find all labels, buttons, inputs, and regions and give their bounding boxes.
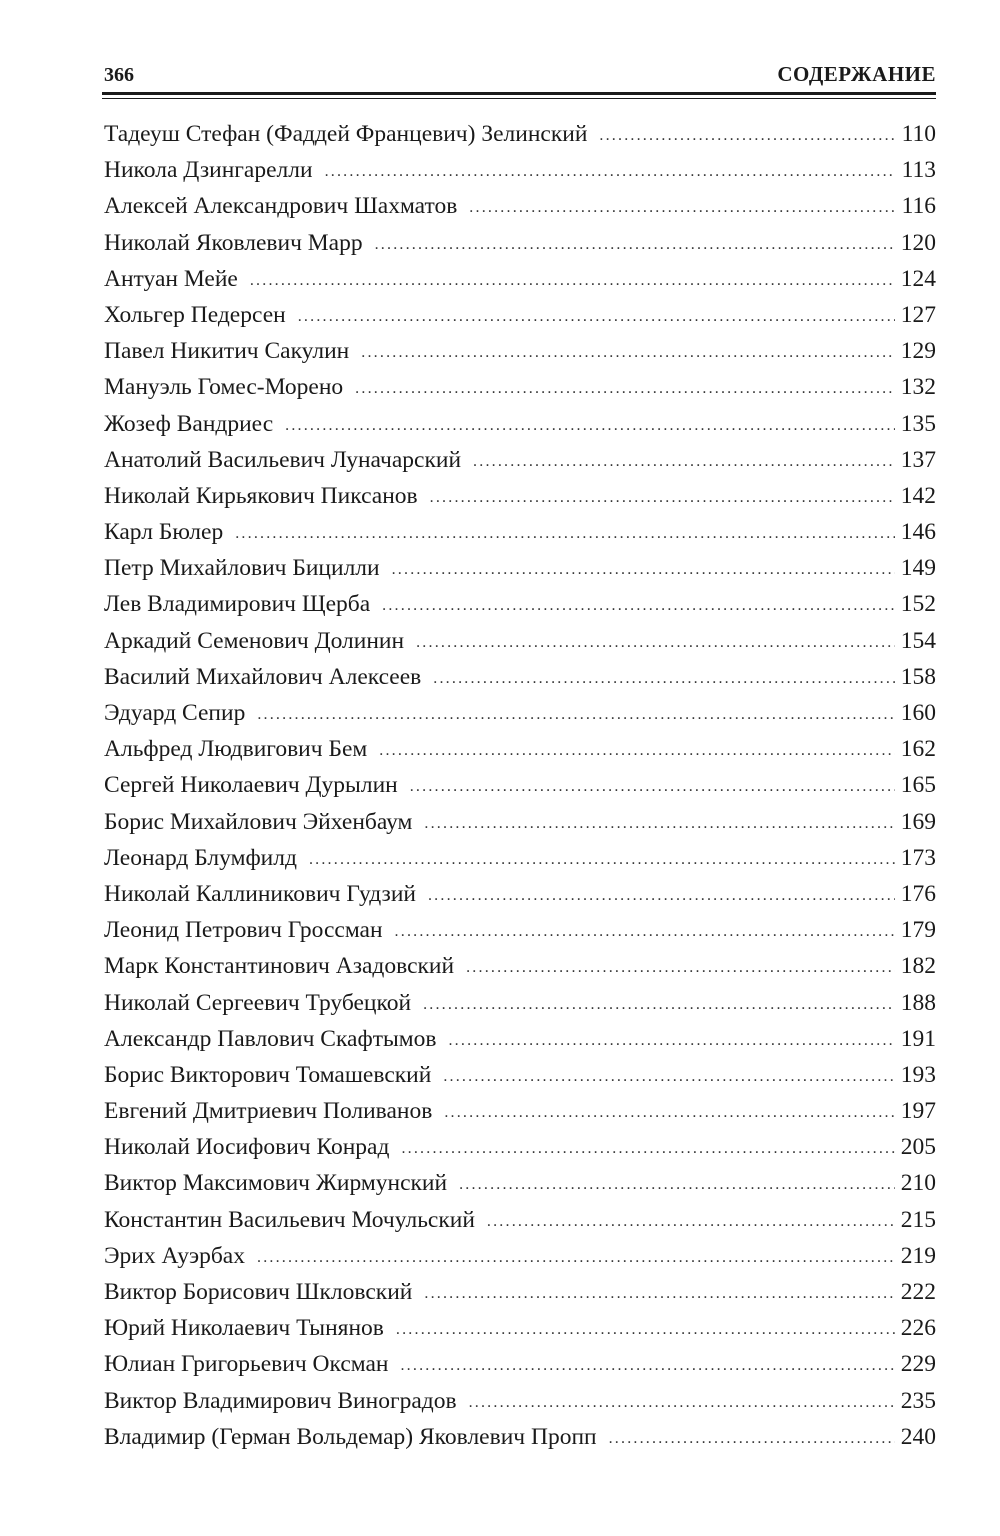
toc-entry-page: 229 [900, 1351, 936, 1378]
toc-entry-title: Карл Бюлер [104, 519, 224, 546]
toc-entry-title: Константин Васильевич Мочульский [104, 1206, 475, 1233]
toc-entry [104, 1129, 936, 1165]
toc-entry-page: 182 [900, 953, 936, 980]
header-rule-thick [102, 92, 936, 95]
toc-entry [104, 1346, 936, 1382]
dot-leader [400, 1348, 894, 1384]
dot-leader [396, 1312, 895, 1348]
toc-entry [104, 1383, 936, 1419]
toc-entry-title: Алексей Александрович Шахматов [104, 193, 458, 220]
dot-leader [487, 1204, 895, 1240]
toc-entry [104, 152, 936, 188]
toc-entry-page: 222 [900, 1279, 936, 1305]
toc-entry [104, 586, 936, 622]
toc-entry-page: 110 [901, 121, 936, 147]
toc-entry [104, 1274, 936, 1310]
toc-entry [104, 659, 936, 695]
toc-entry-title: Борис Михайлович Эйхенбаум [104, 808, 413, 835]
toc-entry [104, 731, 936, 767]
dot-leader [361, 335, 894, 371]
toc-entry-title: Николай Кирьякович Пиксанов [104, 482, 418, 509]
toc-entry-page: 240 [900, 1423, 936, 1450]
toc-entry-title: Николай Яковлевич Марр [104, 229, 363, 256]
dot-leader [379, 733, 895, 769]
toc-entry-page: 116 [901, 193, 936, 220]
toc-entry-page: 205 [900, 1134, 936, 1161]
dot-leader [325, 154, 896, 190]
dot-leader [235, 516, 895, 552]
toc-entry-title: Виктор Борисович Шкловский [104, 1279, 413, 1305]
toc-entry-page: 152 [900, 591, 936, 618]
toc-entry-page: 160 [900, 700, 936, 726]
toc-entry-title: Тадеуш Стефан (Фаддей Францевич) Зелинский [104, 121, 588, 147]
toc-entry-title: Василий Михайлович Алексеев [104, 663, 422, 690]
toc-entry-page: 158 [900, 663, 936, 690]
toc-entry-page: 129 [900, 338, 936, 365]
running-head: СОДЕРЖАНИЕ [777, 62, 936, 86]
toc-entry-title: Альфред Людвигович Бем [104, 736, 368, 763]
dot-leader [375, 227, 895, 263]
toc-entry-title: Анатолий Васильевич Луначарский [104, 446, 462, 473]
dot-leader [466, 950, 895, 986]
dot-leader [599, 118, 895, 154]
table-of-contents [104, 116, 936, 1455]
toc-entry-page: 215 [900, 1206, 936, 1233]
toc-entry [104, 876, 936, 912]
dot-leader [309, 842, 895, 878]
toc-entry [104, 1165, 936, 1201]
dot-leader [430, 480, 895, 516]
toc-entry [104, 333, 936, 369]
toc-entry [104, 1419, 936, 1455]
toc-entry-page: 235 [900, 1387, 936, 1414]
dot-leader [298, 299, 895, 335]
page-header [104, 62, 936, 90]
toc-entry [104, 297, 936, 333]
toc-entry [104, 804, 936, 840]
toc-entry-page: 154 [900, 627, 936, 654]
toc-entry-page: 226 [900, 1315, 936, 1342]
toc-entry-page: 113 [901, 157, 936, 184]
dot-leader [257, 1240, 895, 1276]
toc-entry [104, 912, 936, 948]
toc-entry-title: Борис Викторович Томашевский [104, 1061, 432, 1088]
toc-entry [104, 1310, 936, 1346]
toc-entry-title: Юлиан Григорьевич Оксман [104, 1351, 389, 1378]
toc-entry-page: 210 [900, 1170, 936, 1197]
dot-leader [395, 914, 895, 950]
toc-entry-page: 137 [900, 446, 936, 473]
toc-entry [104, 1021, 936, 1057]
toc-entry [104, 767, 936, 803]
toc-entry-page: 176 [900, 880, 936, 907]
toc-entry-title: Антуан Мейе [104, 265, 238, 292]
toc-entry-title: Эрих Ауэрбах [104, 1242, 245, 1269]
page-number: 366 [104, 64, 134, 86]
toc-entry-title: Марк Константинович Азадовский [104, 953, 455, 980]
dot-leader [401, 1131, 894, 1167]
dot-leader [355, 371, 895, 407]
dot-leader [459, 1167, 895, 1203]
toc-entry-title: Хольгер Педерсен [104, 301, 286, 328]
toc-entry [104, 948, 936, 984]
toc-entry-page: 165 [900, 772, 936, 799]
dot-leader [382, 588, 895, 624]
toc-entry-page: 142 [900, 482, 936, 509]
toc-entry [104, 406, 936, 442]
dot-leader [433, 661, 894, 697]
dot-leader [448, 1023, 894, 1059]
dot-leader [469, 1385, 895, 1421]
dot-leader [609, 1421, 895, 1457]
toc-entry-page: 179 [900, 917, 936, 944]
dot-leader [444, 1095, 894, 1131]
toc-entry-page: 188 [900, 989, 936, 1016]
dot-leader [250, 263, 895, 299]
toc-entry-page: 169 [900, 808, 936, 835]
dot-leader [285, 408, 895, 444]
toc-entry-title: Эдуард Сепир [104, 700, 246, 726]
dot-leader [410, 769, 895, 805]
header-rule-thin [102, 98, 936, 99]
dot-leader [424, 1276, 894, 1312]
toc-entry-title: Николай Каллиникович Гудзий [104, 880, 416, 907]
dot-leader [443, 1059, 894, 1095]
toc-entry-title: Евгений Дмитриевич Поливанов [104, 1098, 433, 1125]
dot-leader [424, 806, 894, 842]
toc-entry [104, 188, 936, 224]
toc-entry-title: Павел Никитич Сакулин [104, 338, 350, 365]
toc-entry-title: Александр Павлович Скафтымов [104, 1025, 437, 1052]
toc-entry-page: 149 [900, 555, 936, 582]
toc-entry-page: 197 [900, 1098, 936, 1125]
toc-entry-title: Виктор Максимович Жирмунский [104, 1170, 448, 1197]
toc-entry-page: 135 [900, 410, 936, 437]
toc-entry-title: Мануэль Гомес-Морено [104, 374, 344, 401]
dot-leader [428, 878, 895, 914]
toc-entry-title: Виктор Владимирович Виноградов [104, 1387, 457, 1414]
toc-entry-page: 124 [900, 265, 936, 292]
toc-entry-page: 173 [900, 844, 936, 871]
toc-entry [104, 550, 936, 586]
toc-entry-title: Юрий Николаевич Тынянов [104, 1315, 384, 1342]
toc-entry-title: Лев Владимирович Щерба [104, 591, 371, 618]
toc-entry [104, 623, 936, 659]
toc-entry [104, 369, 936, 405]
toc-entry-title: Аркадий Семенович Долинин [104, 627, 405, 654]
dot-leader [423, 987, 895, 1023]
dot-leader [392, 552, 895, 588]
toc-entry-page: 132 [900, 374, 936, 401]
toc-entry-title: Сергей Николаевич Дурылин [104, 772, 398, 799]
toc-entry [104, 478, 936, 514]
toc-entry [104, 695, 936, 731]
dot-leader [473, 444, 895, 480]
toc-entry-title: Леонид Петрович Гроссман [104, 917, 383, 944]
toc-entry [104, 225, 936, 261]
toc-entry [104, 840, 936, 876]
dot-leader [416, 625, 895, 661]
toc-entry-page: 127 [900, 301, 936, 328]
toc-entry [104, 1057, 936, 1093]
toc-entry-page: 193 [900, 1061, 936, 1088]
toc-entry-title: Никола Дзингарелли [104, 157, 313, 184]
toc-entry [104, 1202, 936, 1238]
toc-entry-page: 219 [900, 1242, 936, 1269]
toc-entry-title: Владимир (Герман Вольдемар) Яковлевич Пропп [104, 1423, 597, 1450]
toc-entry-page: 191 [900, 1025, 936, 1052]
toc-entry [104, 261, 936, 297]
toc-entry-page: 162 [900, 736, 936, 763]
toc-entry [104, 1093, 936, 1129]
toc-entry [104, 116, 936, 152]
dot-leader [257, 697, 894, 733]
toc-entry [104, 985, 936, 1021]
toc-entry-title: Жозеф Вандриес [104, 410, 274, 437]
toc-entry-title: Леонард Блумфилд [104, 844, 297, 871]
dot-leader [469, 190, 895, 226]
toc-entry-title: Николай Сергеевич Трубецкой [104, 989, 412, 1016]
toc-entry-title: Николай Иосифович Конрад [104, 1134, 390, 1161]
toc-entry [104, 442, 936, 478]
toc-entry [104, 1238, 936, 1274]
toc-entry-page: 120 [900, 229, 936, 256]
toc-entry-page: 146 [900, 519, 936, 546]
toc-entry [104, 514, 936, 550]
toc-entry-title: Петр Михайлович Бицилли [104, 555, 380, 582]
